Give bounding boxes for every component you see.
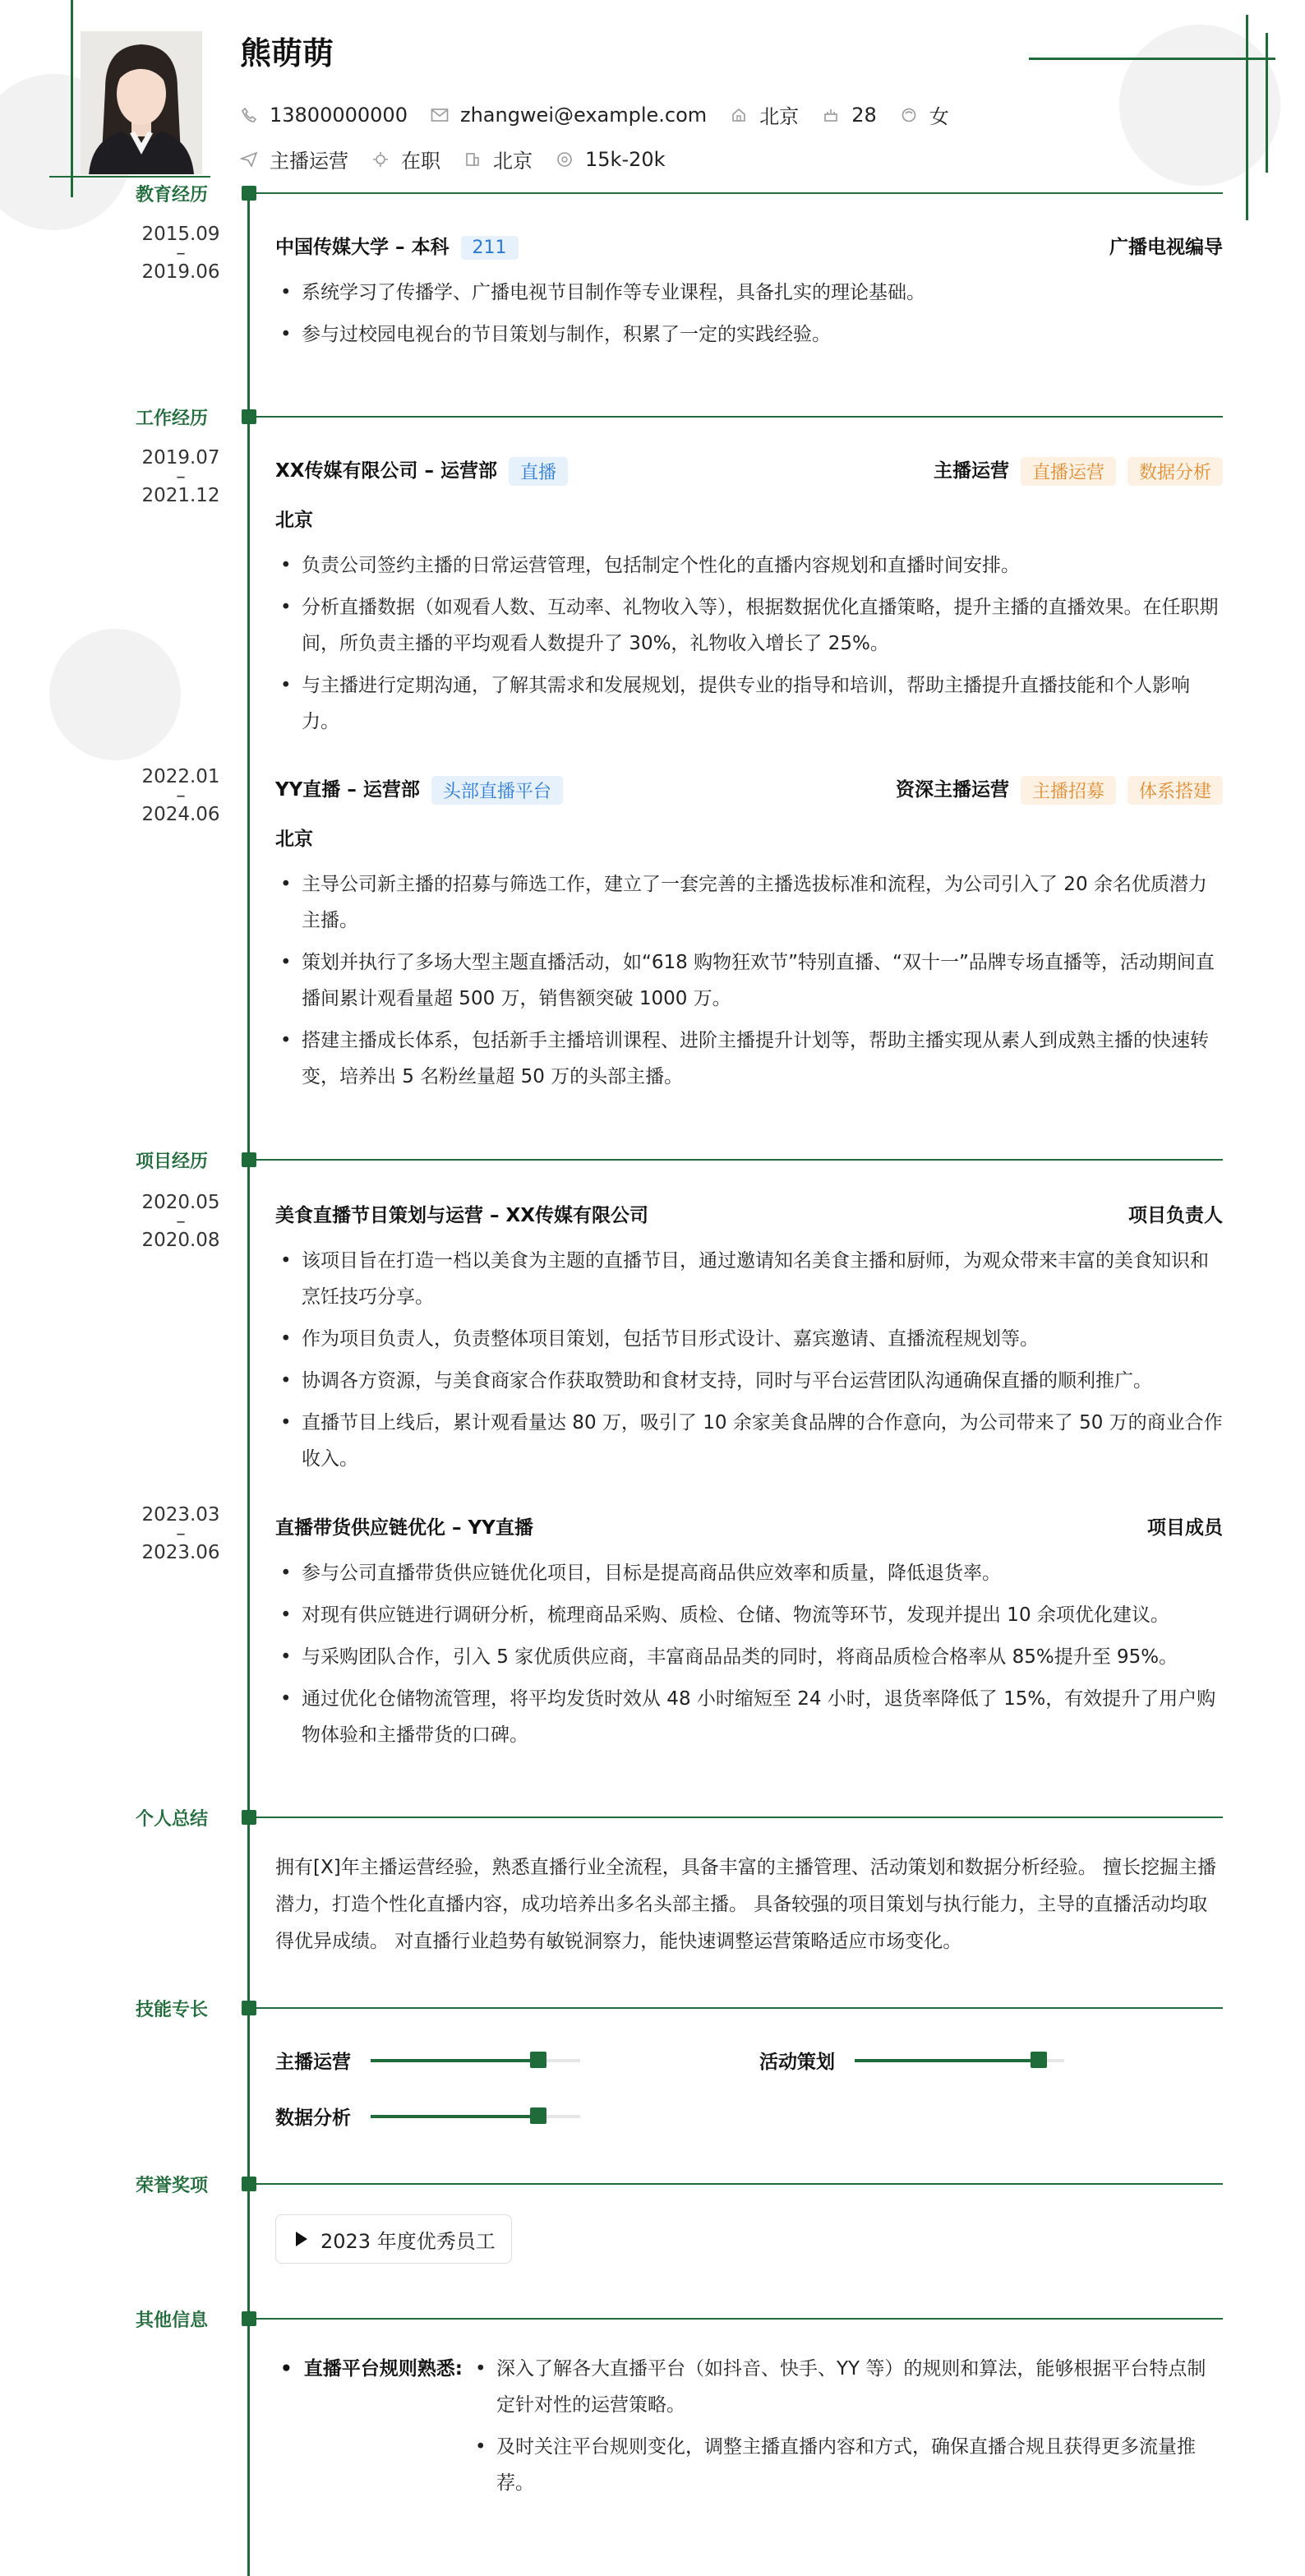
- list-item: • 负责公司签约主播的日常运营管理，包括制定个性化的直播内容规划和直播时间安排。: [275, 547, 1223, 584]
- list-item: • 该项目旨在打造一档以美食为主题的直播节目，通过邀请知名美食主播和厨师，为观众带来丰富的美食知识和烹饪技巧分享。: [275, 1243, 1223, 1315]
- contact-phone: 13800000000: [240, 104, 408, 127]
- work-2-role: 资深主播运营 主播招募 体系搭建: [896, 774, 1223, 805]
- section-divider: [255, 1817, 1223, 1818]
- decor-circle-top-right: [1119, 25, 1280, 186]
- work-2-location: 北京: [275, 829, 313, 850]
- decor-line: [1029, 58, 1275, 60]
- avatar: [81, 31, 202, 174]
- role-tag: 主播招募: [1021, 776, 1116, 805]
- list-item: • 分析直播数据（如观看人数、互动率、礼物收入等），根据数据优化直播策略，提升主播的直播效果。在任职期间，所负责主播的平均观看人数提升了 30%，礼物收入增长了 25%。: [275, 589, 1223, 662]
- work-2-tag: 头部直播平台: [431, 776, 563, 805]
- work-1-role: 主播运营 直播运营 数据分析: [934, 455, 1223, 486]
- timeline-line: [247, 189, 250, 2576]
- mail-icon: [431, 106, 449, 124]
- education-tag: 211: [461, 236, 519, 260]
- list-item: • 系统学习了传播学、广播电视节目制作等专业课程，具备扎实的理论基础。: [275, 275, 1223, 311]
- section-title-other: 其他信息: [136, 2311, 209, 2331]
- work-1-company: XX传媒有限公司 – 运营部 直播: [275, 455, 568, 486]
- role-tag: 数据分析: [1127, 457, 1223, 486]
- education-bullets: [275, 275, 1223, 358]
- section-divider: [255, 416, 1223, 418]
- project-2-dates: 2023.03 – 2023.06: [141, 1504, 220, 1563]
- age-icon: [822, 106, 840, 124]
- intent-status: 在职: [371, 145, 440, 173]
- skill-level-bar: [371, 2115, 580, 2118]
- salary-icon: [556, 150, 574, 169]
- decor-circle-left-mid: [49, 629, 181, 760]
- send-icon: [240, 150, 258, 169]
- phone-icon: [240, 106, 258, 124]
- role-tag: 直播运营: [1021, 457, 1116, 486]
- work-1-bullets: [275, 547, 1223, 746]
- list-item: • 与主播进行定期沟通，了解其需求和发展规划，提供专业的指导和培训，帮助主播提升直播技能和个人影响力。: [275, 667, 1223, 740]
- other-info-label: • 直播平台规则熟悉:: [280, 2358, 463, 2380]
- project-2-role: 项目成员: [1147, 1517, 1223, 1539]
- contact-gender: 女: [900, 100, 949, 129]
- role-tag: 体系搭建: [1127, 776, 1223, 805]
- section-title-honors: 荣誉奖项: [136, 2176, 209, 2196]
- contact-location: 北京: [730, 100, 799, 129]
- project-2-bullets: [275, 1555, 1223, 1759]
- intent-city: 北京: [463, 145, 533, 173]
- list-item: • 主导公司新主播的招募与筛选工作，建立了一套完善的主播选拔标准和流程，为公司引入了 20 余名优质潜力主播。: [275, 866, 1223, 939]
- status-icon: [371, 150, 390, 169]
- list-item: • 深入了解各大直播平台（如抖音、快手、YY 等）的规则和算法，能够根据平台特点制定针对性的运营策略。: [470, 2351, 1223, 2423]
- education-dates: 2015.09 – 2019.06: [141, 224, 220, 283]
- skill-level-bar: [371, 2059, 580, 2062]
- education-school: 中国传媒大学 – 本科 211: [275, 232, 519, 260]
- job-intent-row: [240, 145, 689, 173]
- decor-line: [1246, 15, 1248, 220]
- list-item: • 作为项目负责人，负责整体项目策划，包括节目形式设计、嘉宾邀请、直播流程规划等。: [275, 1321, 1223, 1357]
- section-divider: [255, 2183, 1223, 2185]
- decor-line: [71, 0, 73, 197]
- work-1-dates: 2019.07 – 2021.12: [141, 447, 220, 506]
- list-item: • 协调各方资源，与美食商家合作获取赞助和食材支持，同时与平台运营团队沟通确保直播的顺利推广。: [275, 1363, 1223, 1399]
- project-1-dates: 2020.05 – 2020.08: [141, 1192, 220, 1251]
- summary-text: 拥有[X]年主播运营经验，熟悉直播行业全流程，具备丰富的主播管理、活动策划和数据分析经验。 擅长挖掘主播潜力，打造个性化直播内容，成功培养出多名头部主播。 具备较强的项目策划与执行能力，主导的直播活动均取得优异成绩。 对直播行业趋势有敏锐洞察力，能快速调整运营策略适应市场变化。: [275, 1857, 1217, 1952]
- education-major: 广播电视编导: [1109, 237, 1223, 258]
- skill-item: 数据分析: [275, 2103, 580, 2130]
- decor-line: [1266, 33, 1268, 173]
- project-1-role: 项目负责人: [1128, 1205, 1223, 1226]
- section-title-summary: 个人总结: [136, 1809, 209, 1830]
- list-item: • 参与公司直播带货供应链优化项目，目标是提高商品供应效率和质量，降低退货率。: [275, 1555, 1223, 1591]
- work-2-bullets: [275, 866, 1223, 1101]
- award-badge: 2023 年度优秀员工: [275, 2214, 512, 2264]
- candidate-name: 熊萌萌: [240, 35, 334, 72]
- section-divider: [255, 2007, 1223, 2009]
- list-item: • 及时关注平台规则变化，调整主播直播内容和方式，确保直播合规且获得更多流量推荐。: [470, 2429, 1223, 2501]
- list-item: • 参与过校园电视台的节目策划与制作，积累了一定的实践经验。: [275, 316, 1223, 353]
- work-2-company: YY直播 – 运营部 头部直播平台: [275, 774, 563, 805]
- project-1-title: 美食直播节目策划与运营 – XX传媒有限公司: [275, 1205, 648, 1226]
- list-item: • 直播节目上线后，累计观看量达 80 万，吸引了 10 余家美食品牌的合作意向，为公司带来了 50 万的商业合作收入。: [275, 1405, 1223, 1477]
- decor-line: [49, 176, 210, 178]
- work-1-location: 北京: [275, 510, 313, 531]
- home-icon: [730, 106, 748, 124]
- section-title-skills: 技能专长: [136, 2000, 209, 2020]
- list-item: • 通过优化仓储物流管理，将平均发货时效从 48 小时缩短至 24 小时，退货率降低了 15%，有效提升了用户购物体验和主播带货的口碑。: [275, 1681, 1223, 1753]
- project-2-title: 直播带货供应链优化 – YY直播: [275, 1517, 533, 1539]
- contact-age: 28: [822, 104, 877, 127]
- list-item: • 策划并执行了多场大型主题直播活动，如“618 购物狂欢节”特别直播、“双十一”品牌专场直播等，活动期间直播间累计观看量超 500 万，销售额突破 1000 万。: [275, 944, 1223, 1017]
- list-item: • 与采购团队合作，引入 5 家优质供应商，丰富商品品类的同时，将商品质检合格率从 85%提升至 95%。: [275, 1639, 1223, 1675]
- play-icon: [296, 2232, 307, 2246]
- avatar-photo: [81, 31, 202, 174]
- section-divider: [255, 1159, 1223, 1161]
- contact-row: [240, 100, 972, 129]
- section-title-education: 教育经历: [136, 185, 209, 205]
- section-divider: [255, 2318, 1223, 2320]
- other-info-bullets: [470, 2351, 1223, 2507]
- project-1-bullets: [275, 1243, 1223, 1483]
- section-divider: [255, 192, 1223, 194]
- intent-position: 主播运营: [240, 145, 348, 173]
- skill-item: 主播运营: [275, 2047, 580, 2074]
- section-title-project: 项目经历: [136, 1152, 209, 1172]
- skill-item: 活动策划: [759, 2047, 1064, 2074]
- building-icon: [463, 150, 482, 169]
- intent-salary: 15k-20k: [556, 148, 666, 171]
- gender-icon: [900, 106, 918, 124]
- contact-email[interactable]: zhangwei@example.com: [431, 104, 707, 127]
- section-title-work: 工作经历: [136, 409, 209, 429]
- work-2-dates: 2022.01 – 2024.06: [141, 766, 220, 825]
- skill-level-bar: [855, 2059, 1064, 2062]
- list-item: • 搭建主播成长体系，包括新手主播培训课程、进阶主播提升计划等，帮助主播实现从素人到成熟主播的快速转变，培养出 5 名粉丝量超 50 万的头部主播。: [275, 1023, 1223, 1095]
- list-item: • 对现有供应链进行调研分析，梳理商品采购、质检、仓储、物流等环节，发现并提出 10 余项优化建议。: [275, 1597, 1223, 1633]
- work-1-tag: 直播: [509, 457, 568, 486]
